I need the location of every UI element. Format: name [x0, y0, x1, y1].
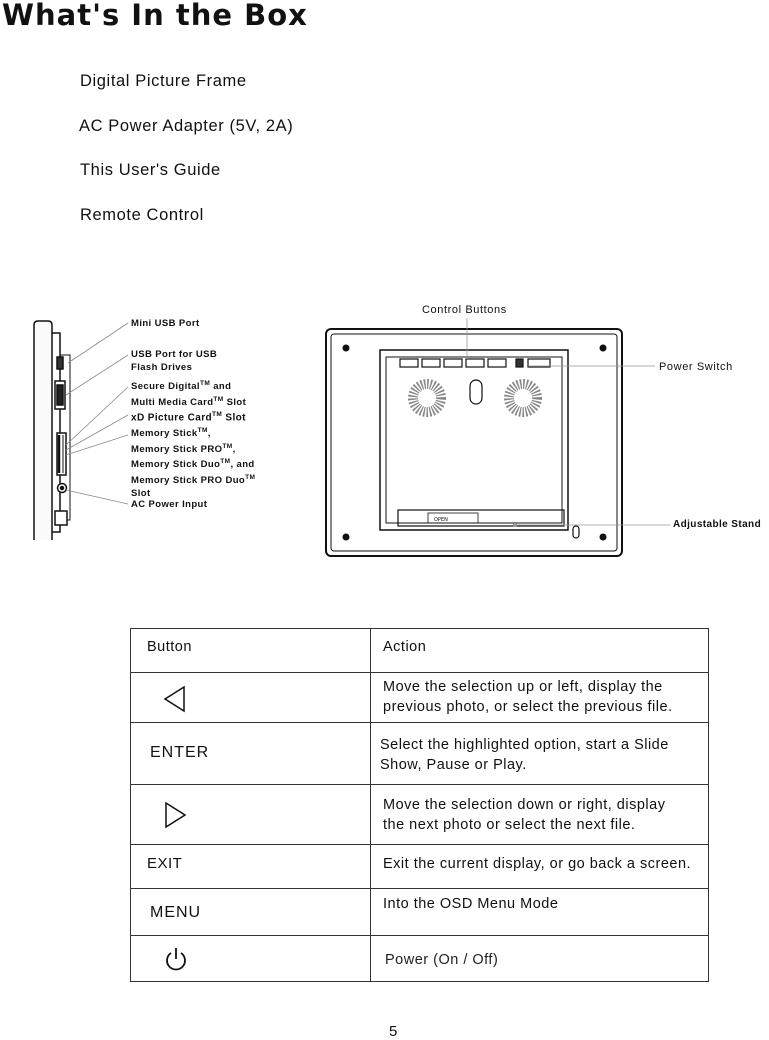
- action-menu: Into the OSD Menu Mode: [371, 889, 709, 936]
- page-number: 5: [389, 1023, 398, 1040]
- page-title: What's In the Box: [2, 0, 308, 32]
- frame-side-profile: [34, 321, 70, 540]
- action-power: Power (On / Off): [371, 936, 709, 982]
- hanging-hole: [470, 380, 482, 404]
- table-row: [131, 723, 709, 785]
- button-menu: MENU: [131, 889, 371, 936]
- table-row: [131, 936, 709, 982]
- action-prev: Move the selection up or left, display the previous photo, or select the previous file.: [371, 673, 709, 723]
- box-item-remote: Remote Control: [80, 206, 204, 224]
- right-triangle-icon: [163, 801, 187, 829]
- label-usb-port: USB Port for USB Flash Drives: [131, 349, 218, 373]
- box-item-adapter: AC Power Adapter (5V, 2A): [79, 117, 294, 135]
- speaker-grille-left: [413, 384, 441, 412]
- control-button-row: [400, 359, 550, 367]
- action-enter: Select the highlighted option, start a Slide Show, Pause or Play.: [371, 723, 709, 785]
- action-exit: Exit the current display, or go back a screen.: [371, 845, 709, 889]
- power-icon: [164, 946, 188, 972]
- label-sd-slot: Secure Digital™ and Multi Media Card™ Slot: [131, 380, 247, 408]
- button-action-table: [130, 628, 709, 982]
- header-action: Action: [371, 629, 709, 673]
- table-row: [131, 845, 709, 889]
- label-xd-slot: xD Picture Card™ Slot: [131, 411, 246, 424]
- label-memory-stick: Memory Stick™, Memory Stick PRO™, Memory Stick Duo™, and Memory Stick PRO Duo™ Slot: [131, 427, 256, 499]
- label-power-switch: Power Switch: [659, 361, 733, 373]
- header-button: Button: [131, 629, 371, 673]
- label-ac-input: AC Power Input: [131, 499, 208, 510]
- action-next: Move the selection down or right, display the next photo or select the next file.: [371, 785, 709, 845]
- table-row: [131, 889, 709, 936]
- open-label: OPEN: [434, 517, 448, 523]
- label-mini-usb: Mini USB Port: [131, 318, 200, 329]
- label-adjustable-stand: Adjustable Stand: [673, 519, 762, 530]
- label-control-buttons: Control Buttons: [422, 304, 507, 316]
- button-enter: ENTER: [131, 723, 371, 785]
- table-row: [131, 785, 709, 845]
- button-exit: EXIT: [131, 845, 371, 889]
- side-view-diagram: [0, 295, 130, 540]
- left-triangle-icon: [163, 685, 187, 713]
- box-item-frame: Digital Picture Frame: [80, 72, 247, 90]
- box-item-guide: This User's Guide: [80, 161, 221, 179]
- table-header-row: [131, 629, 709, 673]
- speaker-grille-right: [509, 384, 537, 412]
- table-row: [131, 673, 709, 723]
